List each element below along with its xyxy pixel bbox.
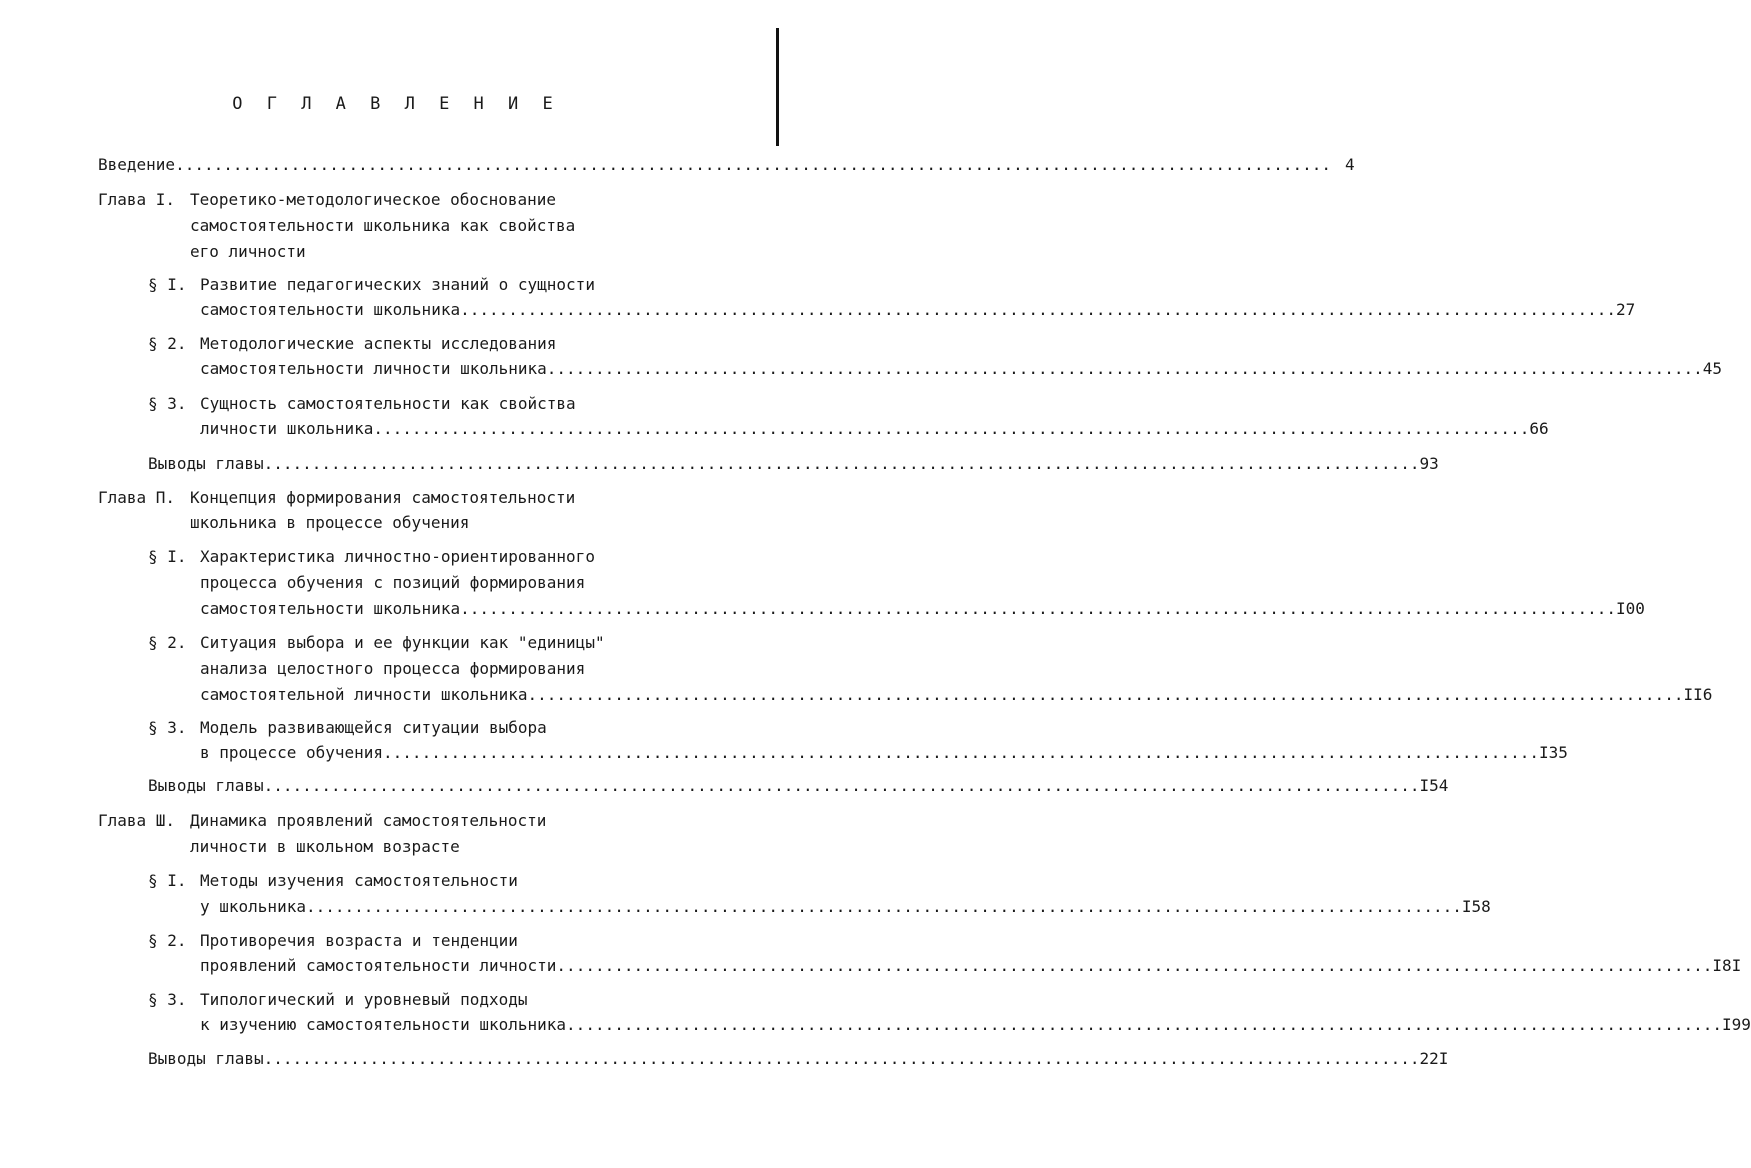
dot-leader: ........................................................................................................................ — [263, 1049, 1420, 1068]
summary-label: Выводы главы — [148, 1049, 264, 1068]
toc-entry-intro[interactable] — [98, 152, 1355, 178]
chapter-3-title-line[interactable]: Динамика проявлений самостоятельности — [190, 811, 547, 830]
page-edge-mark — [776, 28, 779, 146]
summary-label: Выводы главы — [148, 454, 264, 473]
toc-page-number: I58 — [1461, 897, 1491, 916]
section-title-line[interactable]: Методы изучения самостоятельности — [200, 871, 518, 890]
section-number: § 2. — [148, 633, 187, 652]
summary-label: Выводы главы — [148, 776, 264, 795]
toc-page-number: I35 — [1538, 743, 1568, 762]
toc-page-number: 45 — [1702, 359, 1722, 378]
dot-leader: ........................................................................................................................ — [383, 743, 1539, 762]
toc-page-number: I8I — [1712, 956, 1742, 975]
toc-entry-ch1-s2[interactable] — [200, 356, 1722, 382]
section-title-line: в процессе обучения — [200, 743, 384, 762]
section-title-line[interactable]: Модель развивающейся ситуации выбора — [200, 718, 547, 737]
dot-leader: ........................................................................................................................ — [460, 599, 1617, 618]
section-title-line: самостоятельности школьника — [200, 300, 461, 319]
toc-page-number: 27 — [1616, 300, 1636, 319]
section-number: § I. — [148, 275, 187, 294]
toc-page-number: I00 — [1616, 599, 1645, 618]
toc-page-number: I99 — [1721, 1015, 1751, 1034]
dot-leader: ........................................................................................................................ — [305, 897, 1462, 916]
chapter-2-title-line[interactable]: Концепция формирования самостоятельности — [190, 488, 576, 507]
section-number: § I. — [148, 547, 187, 566]
toc-entry-ch2-s1[interactable] — [200, 596, 1645, 622]
section-title-line: анализа целостного процесса формирования — [200, 659, 586, 678]
section-title-line: к изучению самостоятельности школьника — [200, 1015, 567, 1034]
chapter-1-title-line[interactable]: Теоретико-методологическое обоснование — [190, 190, 557, 209]
chapter-1-label: Глава I. — [98, 190, 176, 209]
chapter-2-label: Глава П. — [98, 488, 176, 507]
toc-entry-label: Введение — [98, 155, 176, 174]
section-number: § 3. — [148, 718, 187, 737]
toc-entry-ch3-s2[interactable] — [200, 953, 1742, 979]
toc-page-number: 93 — [1419, 454, 1439, 473]
toc-page-number: II6 — [1683, 685, 1713, 704]
chapter-3-title-line: личности в школьном возрасте — [190, 837, 460, 856]
chapter-1-title-line: его личности — [190, 242, 306, 261]
toc-entry-ch3-summary[interactable] — [148, 1046, 1449, 1072]
dot-leader: ........................................................................................................................ — [556, 956, 1713, 975]
toc-entry-ch2-s3[interactable] — [200, 740, 1568, 766]
section-title-line: процесса обучения с позиций формирования — [200, 573, 586, 592]
chapter-3-label: Глава Ш. — [98, 811, 176, 830]
toc-entry-ch3-s1[interactable] — [200, 894, 1491, 920]
section-number: § I. — [148, 871, 187, 890]
dot-leader: ........................................................................................................................ — [373, 419, 1530, 438]
toc-entry-ch3-s3[interactable] — [200, 1012, 1751, 1038]
section-title-line: самостоятельности личности школьника — [200, 359, 547, 378]
toc-page-number: 22I — [1419, 1049, 1449, 1068]
dot-leader: ........................................................................................................................ — [527, 685, 1684, 704]
chapter-2-title-line: школьника в процессе обучения — [190, 513, 470, 532]
section-title-line[interactable]: Противоречия возраста и тенденции — [200, 931, 518, 950]
dot-leader: ........................................................................................................................ — [175, 155, 1331, 174]
section-number: § 3. — [148, 990, 187, 1009]
section-title-line[interactable]: Характеристика личностно-ориентированного — [200, 547, 595, 566]
section-title-line: личности школьника — [200, 419, 374, 438]
toc-page-number: 66 — [1529, 419, 1549, 438]
section-title-line[interactable]: Методологические аспекты исследования — [200, 334, 557, 353]
section-number: § 2. — [148, 931, 187, 950]
section-title-line[interactable]: Ситуация выбора и ее функции как "единицы" — [200, 633, 605, 652]
toc-entry-ch2-s2[interactable] — [200, 682, 1713, 708]
dot-leader: ........................................................................................................................ — [263, 776, 1420, 795]
toc-entry-ch1-summary[interactable] — [148, 451, 1439, 477]
dot-leader: ........................................................................................................................ — [566, 1015, 1722, 1034]
toc-page-number: 4 — [1345, 155, 1355, 174]
page-title: О Г Л А В Л Е Н И Е — [232, 94, 560, 114]
dot-leader: ........................................................................................................................ — [263, 454, 1420, 473]
section-title-line: проявлений самостоятельности личности — [200, 956, 557, 975]
chapter-1-title-line: самостоятельности школьника как свойства — [190, 216, 576, 235]
section-title-line[interactable]: Развитие педагогических знаний о сущности — [200, 275, 595, 294]
toc-entry-ch2-summary[interactable] — [148, 773, 1449, 799]
section-title-line[interactable]: Типологический и уровневый подходы — [200, 990, 528, 1009]
toc-entry-ch1-s1[interactable] — [200, 297, 1636, 323]
toc-page-number: I54 — [1419, 776, 1449, 795]
section-number: § 3. — [148, 394, 187, 413]
section-title-line: у школьника — [200, 897, 306, 916]
section-title-line: самостоятельности школьника — [200, 599, 461, 618]
dot-leader: ........................................................................................................................ — [546, 359, 1703, 378]
section-title-line[interactable]: Сущность самостоятельности как свойства — [200, 394, 576, 413]
dot-leader: ........................................................................................................................ — [460, 300, 1617, 319]
section-number: § 2. — [148, 334, 187, 353]
toc-entry-ch1-s3[interactable] — [200, 416, 1549, 442]
section-title-line: самостоятельной личности школьника — [200, 685, 528, 704]
